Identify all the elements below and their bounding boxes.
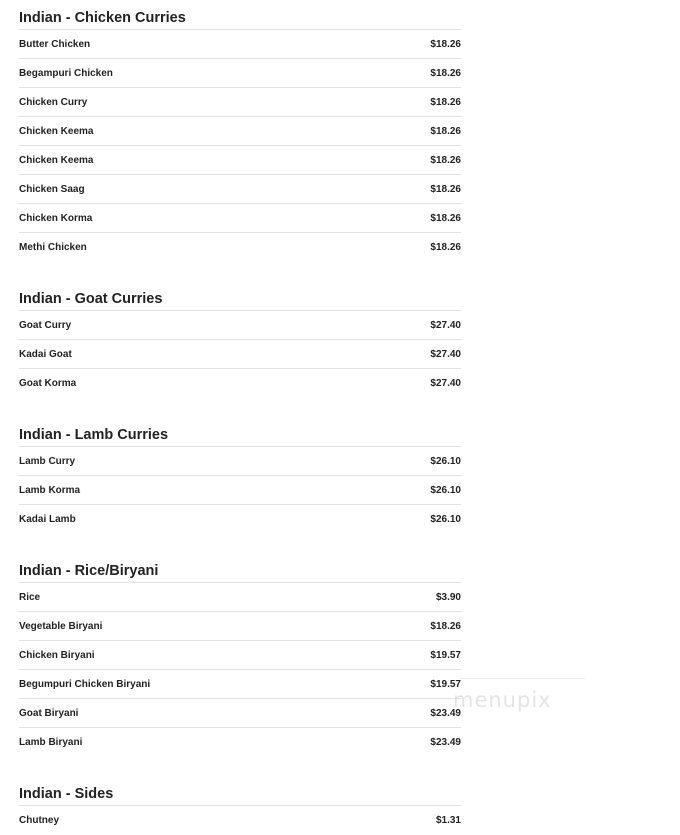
menu-item [19,311,461,340]
menu-section-rice-biryani [19,553,461,757]
watermark-logo: menupix [453,688,552,712]
item-price: $18.26 [430,212,461,224]
menu-section-sides [19,776,461,835]
section-title: Indian - Rice/Biryani [19,553,461,583]
menu-section-goat-curries [19,281,461,398]
item-name: Begampuri Chicken [19,67,113,79]
item-name: Butter Chicken [19,38,91,50]
item-name: Chicken Biryani [19,649,95,661]
item-name: Vegetable Biryani [19,620,103,632]
menu-item [19,641,461,670]
menu-item [19,728,461,757]
item-price: $27.40 [430,348,461,360]
menu-item [19,146,461,175]
item-name: Kadai Lamb [19,514,76,525]
menu-item [19,340,461,369]
item-price: $26.10 [430,484,461,496]
menu-item [19,699,461,728]
item-price: $26.10 [430,455,461,467]
section-title: Indian - Goat Curries [19,281,461,311]
menu-item [19,175,461,204]
section-title: Indian - Sides [19,776,461,806]
item-name: Lamb Curry [19,455,76,467]
menu [19,0,461,835]
item-price: $3.90 [435,591,461,603]
menu-item [19,806,461,835]
item-name: Methi Chicken [19,242,87,253]
item-price: $27.40 [430,319,461,331]
menu-item [19,670,461,699]
item-price: $18.26 [430,125,461,137]
menu-item [19,30,461,59]
item-price: $18.26 [430,183,461,195]
item-price: $18.26 [430,67,461,79]
item-price: $23.49 [430,737,461,748]
item-price: $18.26 [430,620,461,632]
item-price: $18.26 [430,154,461,166]
item-name: Rice [19,591,41,603]
item-name: Lamb Biryani [19,737,83,748]
menu-item [19,505,461,534]
item-name: Lamb Korma [19,484,81,496]
menu-section-chicken-curries [19,0,461,262]
menu-item [19,117,461,146]
item-price: $19.57 [430,649,461,661]
item-name: Chicken Saag [19,183,85,195]
section-title: Indian - Chicken Curries [19,0,461,30]
item-name: Goat Korma [19,378,77,389]
watermark-divider [460,678,585,679]
menu-item [19,233,461,262]
item-price: $18.26 [430,38,461,50]
item-name: Chicken Korma [19,212,93,224]
item-price: $27.40 [430,378,461,389]
menu-item [19,583,461,612]
menu-item [19,369,461,398]
item-price: $18.26 [430,96,461,108]
item-name: Goat Curry [19,319,72,331]
item-price: $19.57 [430,678,461,690]
item-name: Chicken Curry [19,96,88,108]
menu-item [19,476,461,505]
item-name: Kadai Goat [19,348,72,360]
item-price: $26.10 [430,514,461,525]
section-title: Indian - Lamb Curries [19,417,461,447]
item-name: Chutney [19,815,59,826]
menu-item [19,612,461,641]
item-name: Chicken Keema [19,125,94,137]
item-name: Goat Biryani [19,707,79,719]
item-price: $23.49 [430,707,461,719]
menu-item [19,88,461,117]
item-name: Chicken Keema [19,154,94,166]
menu-item [19,447,461,476]
item-price: $1.31 [435,815,461,826]
menu-item [19,59,461,88]
item-name: Begumpuri Chicken Biryani [19,678,151,690]
item-price: $18.26 [430,242,461,253]
menu-section-lamb-curries [19,417,461,534]
menu-item [19,204,461,233]
